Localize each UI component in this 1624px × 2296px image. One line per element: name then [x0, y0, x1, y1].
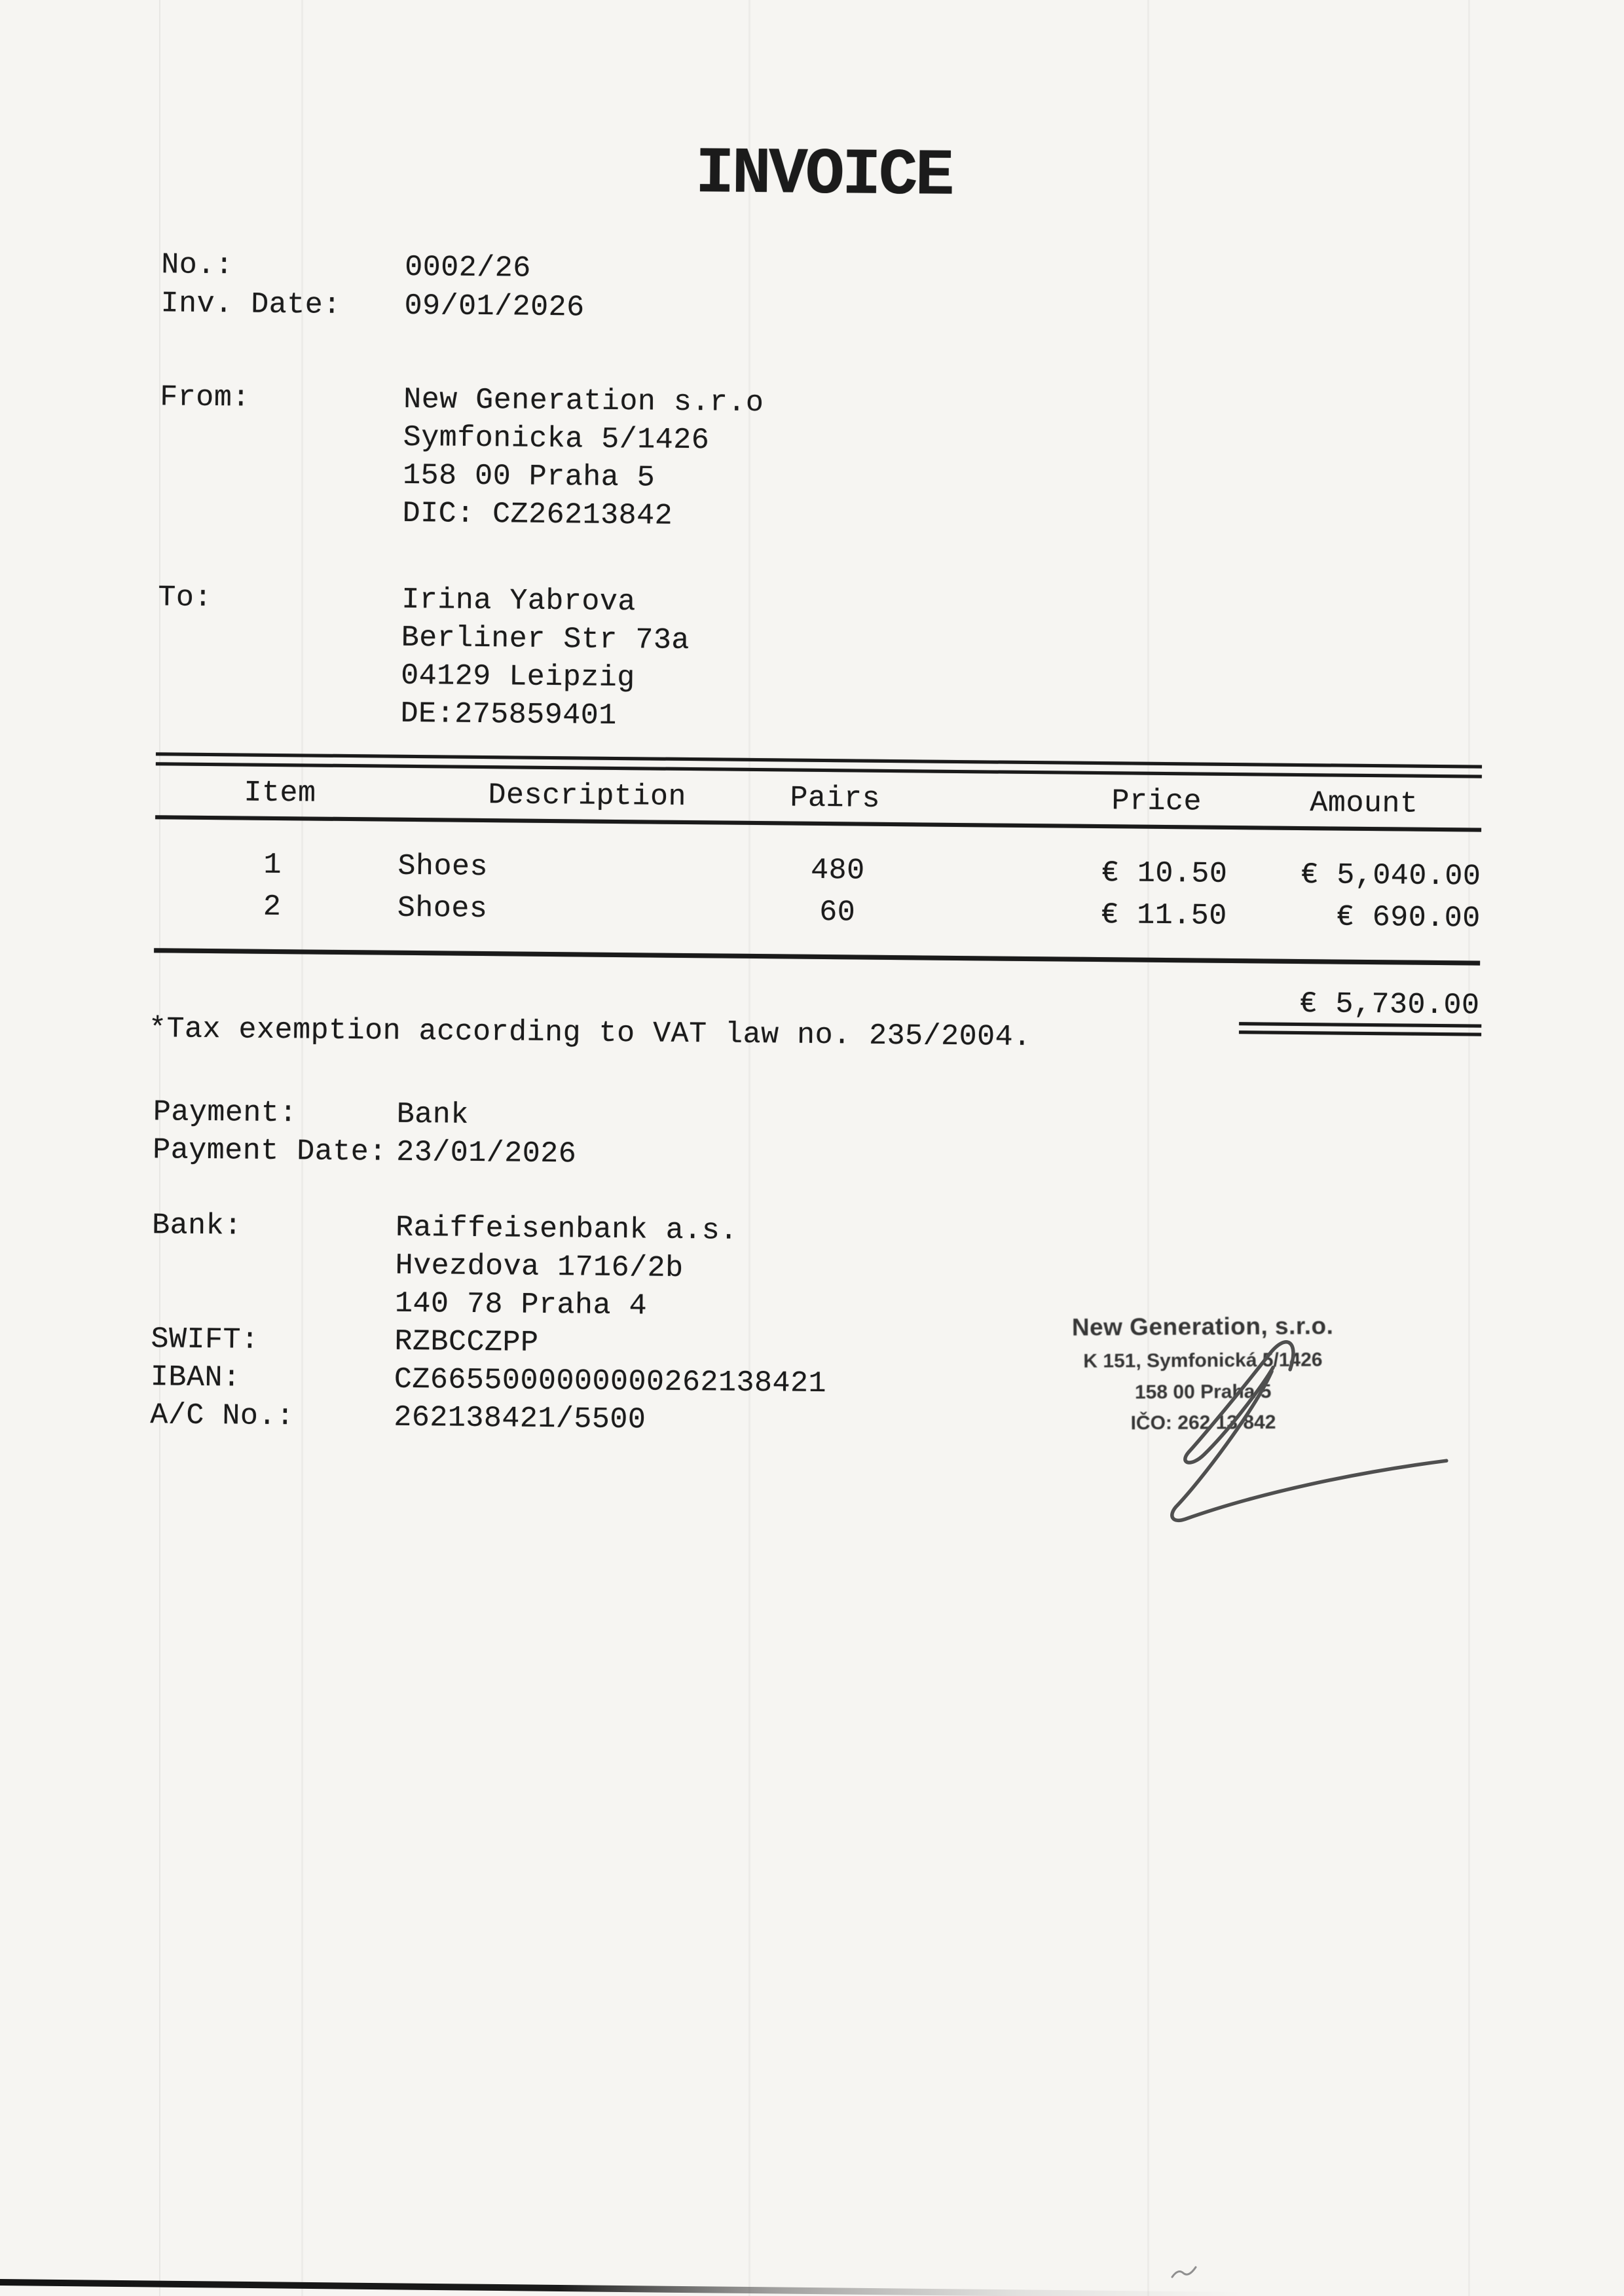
- payment-date-value: 23/01/2026: [396, 1135, 577, 1171]
- account-number-value: 262138421/5500: [394, 1400, 646, 1437]
- payment-label: Payment:: [153, 1095, 298, 1131]
- row-item-number: 1: [263, 848, 282, 883]
- invoice-date-value: 09/01/2026: [404, 289, 585, 325]
- bank-address-line: Hvezdova 1716/2b: [395, 1248, 684, 1285]
- table-rule-bottom: [154, 948, 1480, 965]
- to-line: 04129 Leipzig: [400, 659, 636, 695]
- page-title: INVOICE: [695, 137, 953, 214]
- row-amount: € 5,040.00: [1301, 858, 1481, 894]
- row-description: Shoes: [397, 849, 489, 884]
- swift-label: SWIFT:: [151, 1322, 259, 1357]
- invoice-number-value: 0002/26: [404, 250, 531, 285]
- from-line: DIC: CZ26213842: [402, 496, 673, 533]
- from-line: New Generation s.r.o: [403, 382, 764, 420]
- payment-method: Bank: [396, 1097, 470, 1132]
- from-line: 158 00 Praha 5: [402, 458, 655, 495]
- col-header-pairs: Pairs: [790, 781, 881, 816]
- row-item-number: 2: [263, 890, 282, 924]
- total-amount: € 5,730.00: [1299, 987, 1480, 1023]
- row-amount: € 690.00: [1336, 900, 1481, 936]
- to-line: Berliner Str 73a: [401, 621, 690, 658]
- row-price: € 11.50: [1100, 898, 1227, 933]
- bank-name: Raiffeisenbank a.s.: [395, 1211, 738, 1248]
- col-header-price: Price: [1111, 784, 1202, 819]
- from-line: Symfonicka 5/1426: [403, 420, 710, 458]
- row-pairs: 480: [810, 853, 865, 888]
- col-header-amount: Amount: [1310, 786, 1418, 821]
- bank-address-line: 140 78 Praha 4: [394, 1286, 648, 1323]
- stamp-address-line: K 151, Symfonická 5/1426: [1083, 1349, 1323, 1372]
- row-pairs: 60: [819, 895, 856, 930]
- bank-label: Bank:: [151, 1209, 242, 1243]
- row-price: € 10.50: [1101, 856, 1228, 891]
- from-label: From:: [160, 380, 251, 415]
- col-header-description: Description: [488, 778, 687, 814]
- payment-date-label: Payment Date:: [153, 1133, 388, 1169]
- total-underline-2: [1239, 1030, 1481, 1036]
- to-line: Irina Yabrova: [401, 583, 637, 619]
- col-header-item: Item: [244, 776, 316, 811]
- account-number-label: A/C No.:: [150, 1398, 295, 1434]
- swift-value: RZBCCZPP: [394, 1324, 539, 1360]
- to-line: DE:275859401: [400, 697, 617, 733]
- to-label: To:: [158, 581, 213, 615]
- stamp-ico-line: IČO: 262 13 842: [1130, 1411, 1276, 1434]
- iban-label: IBAN:: [150, 1360, 241, 1395]
- invoice-number-label: No.:: [160, 248, 234, 283]
- company-stamp: [1045, 1312, 1360, 1436]
- iban-value: CZ6655000000000262138421: [394, 1362, 827, 1401]
- tax-exemption-note: *Tax exemption according to VAT law no. 235/2004.: [148, 1012, 1031, 1055]
- row-description: Shoes: [397, 891, 488, 926]
- stamp-address-line: 158 00 Praha 5: [1134, 1380, 1272, 1404]
- table-rule-header-bottom: [155, 815, 1481, 831]
- stamp-company-name: New Generation, s.r.o.: [1071, 1312, 1334, 1341]
- invoice-date-label: Inv. Date:: [160, 287, 341, 322]
